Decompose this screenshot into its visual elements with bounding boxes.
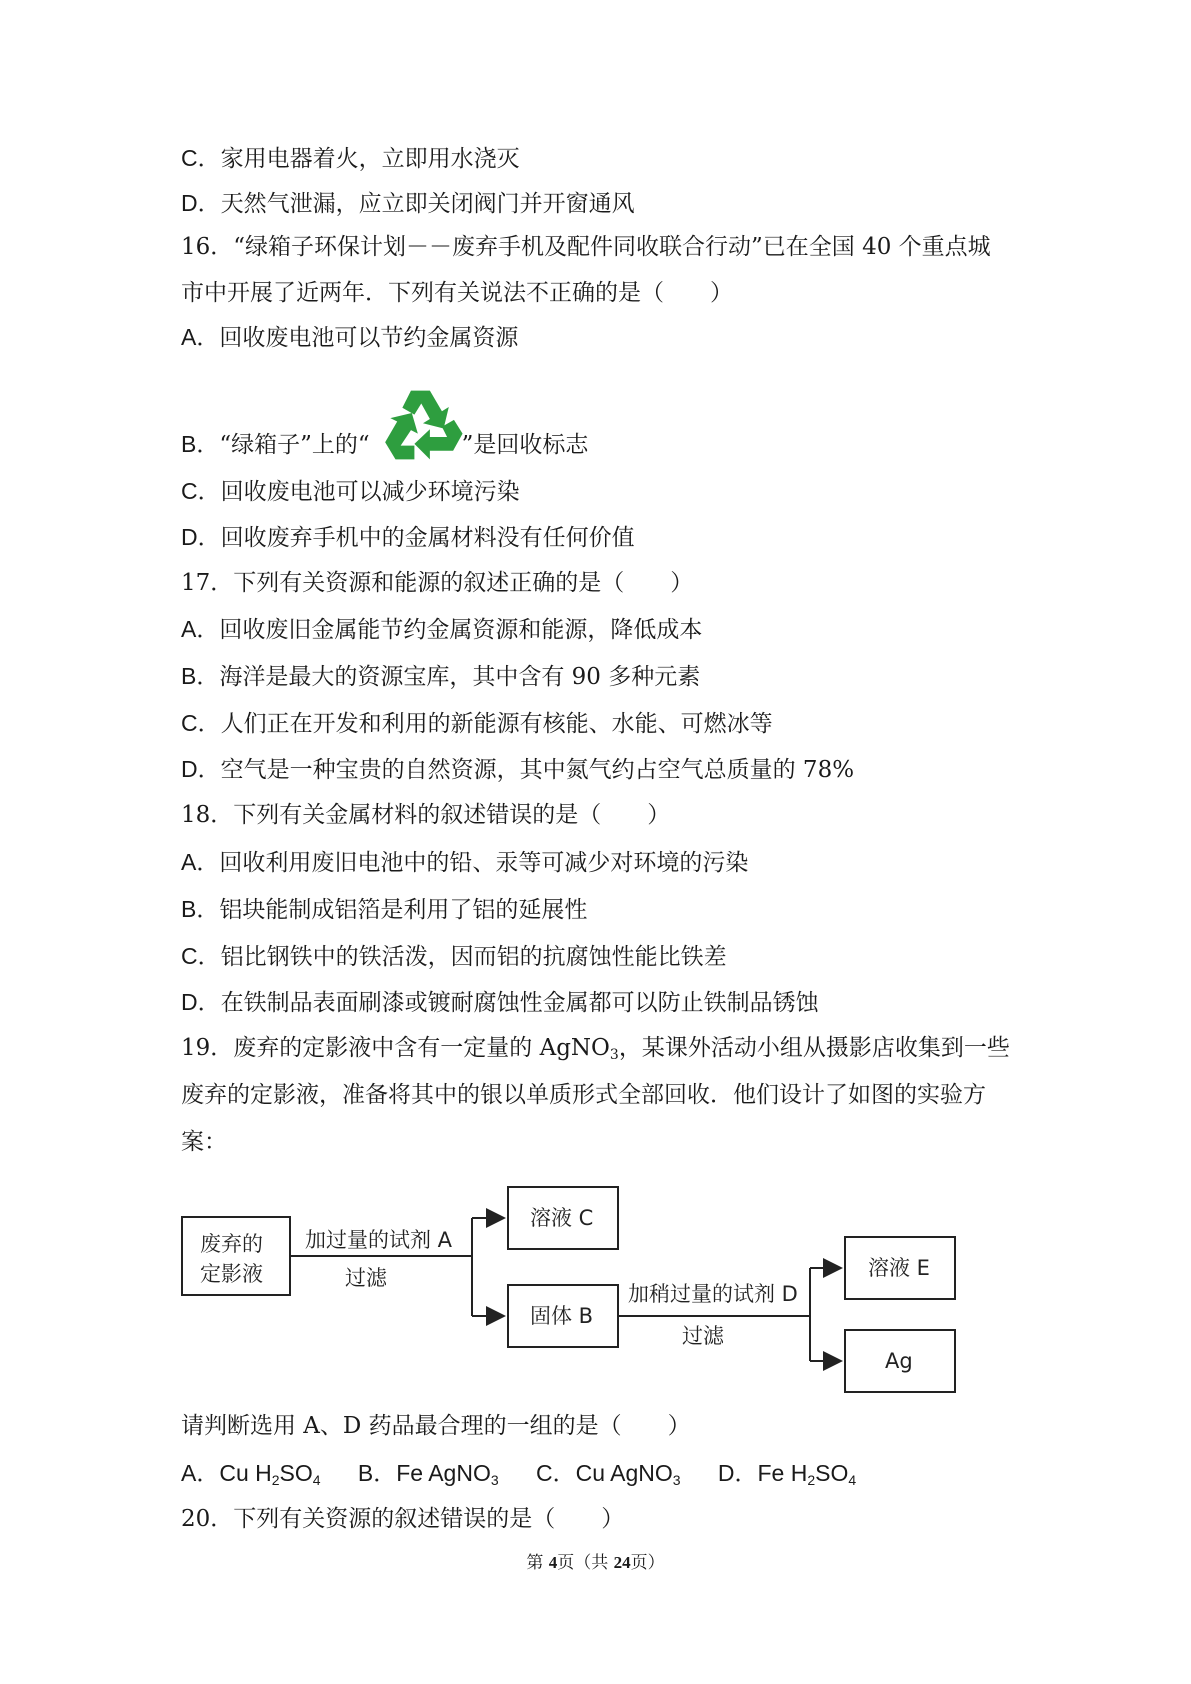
- step2-reagent-label: 加稍过量的试剂 D: [628, 1282, 798, 1306]
- option-text: 铝比钢铁中的铁活泼，因而铝的抗腐蚀性能比铁差: [220, 944, 727, 970]
- q18-option-c: [181, 941, 727, 972]
- option-label: A．: [181, 324, 220, 350]
- option-formula-sub1: 3: [672, 1472, 681, 1488]
- option-formula-pre: Cu AgNO: [575, 1460, 673, 1486]
- option-formula-pre: Cu H: [219, 1460, 272, 1486]
- option-label: C．: [181, 145, 221, 171]
- q19-stem-sub: 3: [609, 1047, 619, 1063]
- option-label: C．: [181, 478, 221, 504]
- q16-option-c: [181, 476, 520, 507]
- page-number: 4: [548, 1553, 558, 1572]
- option-formula-sub1: 2: [271, 1472, 280, 1488]
- option-formula-mid: SO: [815, 1460, 849, 1486]
- solution-e-label: 溶液 E: [868, 1256, 930, 1280]
- q18-stem: 18．下列有关金属材料的叙述错误的是（ ）: [181, 802, 671, 828]
- option-text: 天然气泄漏，应立即关闭阀门并开窗通风: [220, 191, 635, 217]
- option-label: D．: [181, 756, 221, 782]
- q19-options: [181, 1458, 886, 1489]
- option-label: A．: [181, 616, 220, 642]
- q17-stem: 17．下列有关资源和能源的叙述正确的是（ ）: [181, 570, 694, 596]
- option-text: 人们正在开发和利用的新能源有核能、水能、可燃冰等: [220, 711, 773, 737]
- q20-stem: 20．下列有关资源的叙述错误的是（ ）: [181, 1506, 625, 1532]
- option-label: C．: [181, 710, 221, 736]
- option-text: 回收利用废旧电池中的铅、汞等可减少对环境的污染: [219, 850, 749, 876]
- q15-option-d: [181, 188, 635, 219]
- page-footer: [0, 1548, 1191, 1573]
- q19-option-a: [181, 1458, 321, 1489]
- option-text-before: “绿箱子”上的“: [219, 432, 370, 458]
- option-label: D．: [181, 989, 221, 1015]
- start-label-2: 定影液: [200, 1262, 263, 1286]
- q16-option-a: [181, 322, 518, 353]
- q17-option-b: [181, 661, 700, 692]
- solution-c-label: 溶液 C: [530, 1206, 594, 1230]
- option-label: D．: [717, 1460, 758, 1486]
- option-label: B．: [181, 663, 220, 689]
- step1-reagent-label: 加过量的试剂 A: [305, 1228, 453, 1252]
- footer-pre: 第: [526, 1553, 549, 1573]
- q19-stem: [181, 1025, 1021, 1166]
- flow-diagram: [180, 1185, 970, 1400]
- option-label: B．: [357, 1460, 397, 1486]
- q15-option-c: [181, 143, 520, 174]
- q16-stem-line2: 市中开展了近两年．下列有关说法不正确的是（ ）: [181, 280, 733, 306]
- footer-post: 页）: [630, 1553, 665, 1573]
- solid-b-label: 固体 B: [530, 1304, 594, 1328]
- option-formula-pre: Fe H: [757, 1460, 808, 1486]
- option-text-after: ”是回收标志: [461, 432, 589, 458]
- option-formula-mid: SO: [279, 1460, 313, 1486]
- option-formula-sub2: 4: [312, 1472, 321, 1488]
- q16-stem-line1: 16．“绿箱子环保计划－－废弃手机及配件同收联合行动”已在全国 40 个重点城: [181, 234, 991, 260]
- q16-option-d: [181, 522, 635, 553]
- option-formula-sub1: 2: [807, 1472, 816, 1488]
- q17-option-d: [181, 754, 854, 785]
- q19-stem-pre: 19．废弃的定影液中含有一定量的 AgNO: [181, 1035, 610, 1061]
- q19-question: 请判断选用 A、D 药品最合理的一组的是（ ）: [181, 1413, 691, 1439]
- option-label: A．: [181, 849, 220, 875]
- page-total: 24: [613, 1553, 631, 1572]
- option-label: A．: [181, 1460, 220, 1486]
- option-text: 回收废电池可以减少环境污染: [220, 479, 520, 505]
- q17-option-c: [181, 708, 773, 739]
- option-label: C．: [181, 943, 221, 969]
- footer-mid: 页（共: [557, 1553, 614, 1573]
- option-text: 海洋是最大的资源宝库，其中含有 90 多种元素: [219, 664, 701, 690]
- option-label: B．: [181, 431, 220, 457]
- option-label: C．: [535, 1460, 576, 1486]
- option-label: B．: [181, 896, 220, 922]
- q18-option-d: [181, 987, 819, 1018]
- option-text: 回收废弃手机中的金属材料没有任何价值: [220, 525, 635, 551]
- q18-option-a: [181, 847, 748, 878]
- option-text: 铝块能制成铝箔是利用了铝的延展性: [219, 897, 588, 923]
- q18-option-b: [181, 894, 587, 925]
- option-text: 回收废电池可以节约金属资源: [219, 325, 519, 351]
- option-label: D．: [181, 524, 221, 550]
- q17-option-a: [181, 614, 702, 645]
- step1-filter-label: 过滤: [345, 1266, 387, 1290]
- option-text: 家用电器着火，立即用水浇灭: [220, 146, 520, 172]
- recycle-icon: [380, 382, 466, 468]
- option-text: 回收废旧金属能节约金属资源和能源，降低成本: [219, 617, 703, 643]
- q19-option-d: [718, 1458, 856, 1489]
- start-label-1: 废弃的: [200, 1232, 263, 1256]
- option-text: 在铁制品表面刷漆或镀耐腐蚀性金属都可以防止铁制品锈蚀: [220, 990, 819, 1016]
- option-formula-sub2: 4: [848, 1472, 857, 1488]
- option-formula-pre: Fe AgNO: [396, 1460, 491, 1486]
- option-formula-sub1: 3: [490, 1472, 499, 1488]
- q19-option-b: [358, 1458, 499, 1489]
- step2-filter-label: 过滤: [682, 1324, 724, 1348]
- ag-label: Ag: [885, 1349, 913, 1373]
- q19-stem-post: ，某课外活动小组从摄影店收集到一些废弃的定影液，准备将其中的银以单质形式全部回收．他们设计了如图的实验方案：: [181, 1035, 1010, 1155]
- option-label: D．: [181, 190, 221, 216]
- option-text: 空气是一种宝贵的自然资源，其中氮气约占空气总质量的 78%: [220, 757, 855, 783]
- q19-option-c: [536, 1458, 681, 1489]
